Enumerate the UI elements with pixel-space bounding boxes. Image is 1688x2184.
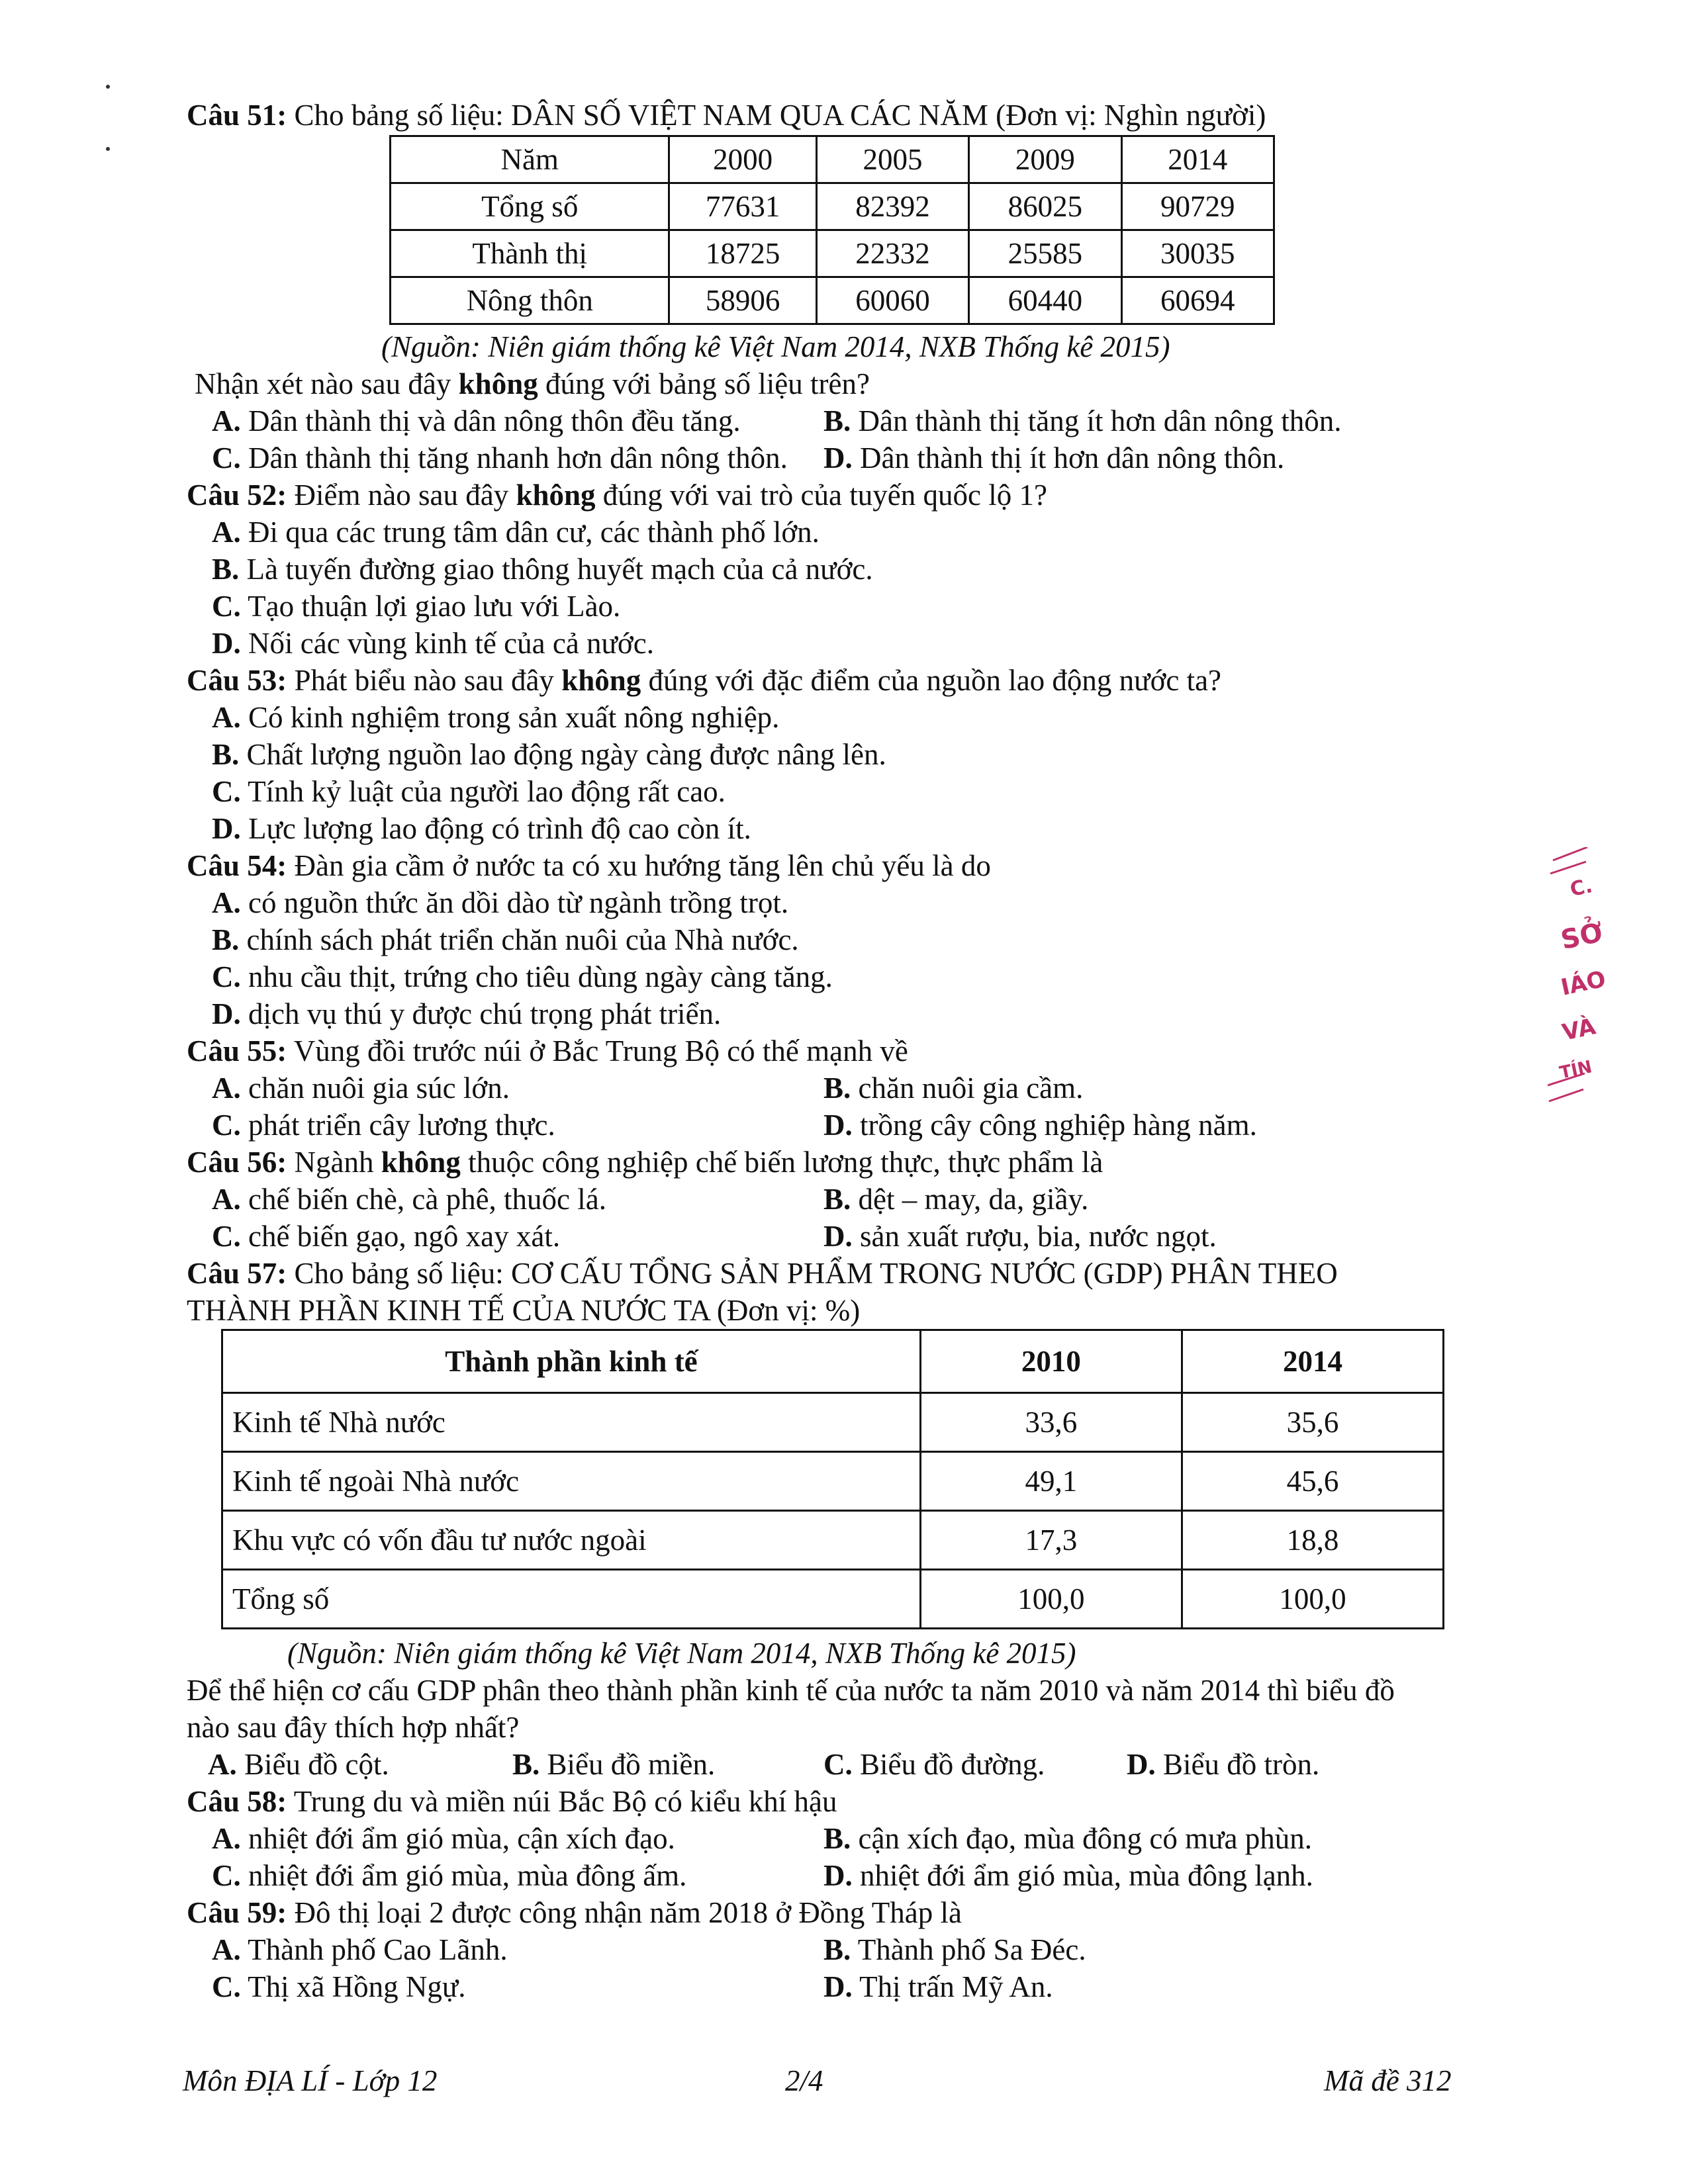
option-a[interactable]: A. chăn nuôi gia súc lớn. [212,1071,510,1105]
question-label: Câu 51: [187,99,287,132]
option-d[interactable]: D. Biểu đồ tròn. [1127,1748,1320,1781]
option-a[interactable]: A. Dân thành thị và dân nông thôn đều tăng. [212,404,741,437]
option-a[interactable]: A. chế biến chè, cà phê, thuốc lá. [212,1183,606,1216]
table-source: (Nguồn: Niên giám thống kê Việt Nam 2014, NXB Thống kê 2015) [381,330,1170,363]
option-a[interactable]: A. Thành phố Cao Lãnh. [212,1933,508,1966]
gdp-structure-table [221,1329,1444,1629]
stamp-text: TÍN [1558,1057,1594,1083]
question-58: Câu 58: Trung du và miền núi Bắc Bộ có kiểu khí hậu [187,1785,837,1818]
option-a[interactable]: A. Có kinh nghiệm trong sản xuất nông nghiệp. [212,701,780,734]
table-row: Thành thị 18725 22332 25585 30035 [391,230,1274,277]
question-54: Câu 54: Đàn gia cầm ở nước ta có xu hướng tăng lên chủ yếu là do [187,849,991,882]
stamp-text: IÁO [1558,966,1609,1001]
option-c[interactable]: C. nhu cầu thịt, trứng cho tiêu dùng ngày càng tăng. [212,960,833,993]
option-a[interactable]: A. có nguồn thức ăn dồi dào từ ngành trồng trọt. [212,886,789,919]
population-table [389,135,1275,325]
question-51: Câu 51: Cho bảng số liệu: DÂN SỐ VIỆT NAM QUA CÁC NĂM (Đơn vị: Nghìn người) [187,99,1266,132]
question-57: Câu 57: Cho bảng số liệu: CƠ CẤU TỔNG SẢN PHẨM TRONG NƯỚC (GDP) PHÂN THEO [187,1257,1338,1290]
option-b[interactable]: B. Thành phố Sa Đéc. [823,1933,1086,1966]
table-row: Kinh tế ngoài Nhà nước 49,1 45,6 [222,1452,1444,1511]
option-d[interactable]: D. dịch vụ thú y được chú trọng phát triển. [212,997,722,1030]
footer-subject: Môn ĐỊA LÍ - Lớp 12 [183,2064,438,2097]
stamp-text: C. [1568,874,1595,902]
option-d[interactable]: D. Lực lượng lao động có trình độ cao còn ít. [212,812,751,845]
scan-dot [106,147,110,151]
question-55: Câu 55: Vùng đồi trước núi ở Bắc Trung Bộ có thế mạnh về [187,1034,908,1068]
option-b[interactable]: B. dệt – may, da, giầy. [823,1183,1089,1216]
option-c[interactable]: C. Biểu đồ đường. [823,1748,1045,1781]
scan-dot [106,85,110,89]
table-row: Nông thôn 58906 60060 60440 60694 [391,277,1274,324]
stamp-text: SỞ [1558,917,1606,956]
question-prompt: Để thể hiện cơ cấu GDP phân theo thành phần kinh tế của nước ta năm 2010 và năm 2014 thì biểu đồ [187,1674,1395,1707]
stamp-mark [1548,847,1614,1112]
question-56: Câu 56: Ngành không thuộc công nghiệp chế biến lương thực, thực phẩm là [187,1146,1103,1179]
option-d[interactable]: D. Dân thành thị ít hơn dân nông thôn. [823,441,1285,475]
option-b[interactable]: B. chính sách phát triển chăn nuôi của Nhà nước. [212,923,799,956]
option-b[interactable]: B. Biểu đồ miền. [512,1748,716,1781]
option-a[interactable]: A. Đi qua các trung tâm dân cư, các thành phố lớn. [212,516,820,549]
question-prompt: nào sau đây thích hợp nhất? [187,1711,520,1744]
option-c[interactable]: C. nhiệt đới ẩm gió mùa, mùa đông ấm. [212,1859,687,1892]
table-header-row: Thành phần kinh tế 2010 2014 [222,1330,1444,1393]
option-a[interactable]: A. nhiệt đới ẩm gió mùa, cận xích đạo. [212,1822,675,1855]
option-b[interactable]: B. Chất lượng nguồn lao động ngày càng được nâng lên. [212,738,886,771]
footer-page-number: 2/4 [785,2064,823,2097]
table-row: Khu vực có vốn đầu tư nước ngoài 17,3 18,8 [222,1511,1444,1570]
option-a[interactable]: A. Biểu đồ cột. [208,1748,389,1781]
option-b[interactable]: B. Là tuyến đường giao thông huyết mạch của cả nước. [212,553,873,586]
question-prompt: Nhận xét nào sau đây không đúng với bảng số liệu trên? [195,367,870,400]
table-source: (Nguồn: Niên giám thống kê Việt Nam 2014, NXB Thống kê 2015) [287,1637,1076,1670]
option-c[interactable]: C. Tạo thuận lợi giao lưu với Lào. [212,590,621,623]
question-57-continued: THÀNH PHẦN KINH TẾ CỦA NƯỚC TA (Đơn vị: %) [187,1294,861,1327]
option-b[interactable]: B. Dân thành thị tăng ít hơn dân nông thôn. [823,404,1342,437]
option-c[interactable]: C. chế biến gạo, ngô xay xát. [212,1220,561,1253]
option-d[interactable]: D. trồng cây công nghiệp hàng năm. [823,1109,1257,1142]
option-c[interactable]: C. Thị xã Hồng Ngự. [212,1970,466,2003]
option-c[interactable]: C. Tính kỷ luật của người lao động rất cao. [212,775,726,808]
option-c[interactable]: C. phát triển cây lương thực. [212,1109,555,1142]
option-b[interactable]: B. cận xích đạo, mùa đông có mưa phùn. [823,1822,1312,1855]
question-59: Câu 59: Đô thị loại 2 được công nhận năm 2018 ở Đồng Tháp là [187,1896,962,1929]
option-c[interactable]: C. Dân thành thị tăng nhanh hơn dân nông thôn. [212,441,788,475]
table-row: Tổng số 77631 82392 86025 90729 [391,183,1274,230]
option-d[interactable]: D. Nối các vùng kinh tế của cả nước. [212,627,654,660]
table-row: Tổng số 100,0 100,0 [222,1570,1444,1629]
option-d[interactable]: D. Thị trấn Mỹ An. [823,1970,1053,2003]
stamp-text: VÀ [1560,1013,1598,1046]
option-b[interactable]: B. chăn nuôi gia cầm. [823,1071,1084,1105]
option-d[interactable]: D. sản xuất rượu, bia, nước ngọt. [823,1220,1217,1253]
question-53: Câu 53: Phát biểu nào sau đây không đúng với đặc điểm của nguồn lao động nước ta? [187,664,1222,697]
table-row: Kinh tế Nhà nước 33,6 35,6 [222,1393,1444,1452]
table-header-row: Năm 2000 2005 2009 2014 [391,136,1274,183]
question-52: Câu 52: Điểm nào sau đây không đúng với vai trò của tuyến quốc lộ 1? [187,478,1047,512]
option-d[interactable]: D. nhiệt đới ẩm gió mùa, mùa đông lạnh. [823,1859,1313,1892]
footer-exam-code: Mã đề 312 [1324,2064,1452,2097]
